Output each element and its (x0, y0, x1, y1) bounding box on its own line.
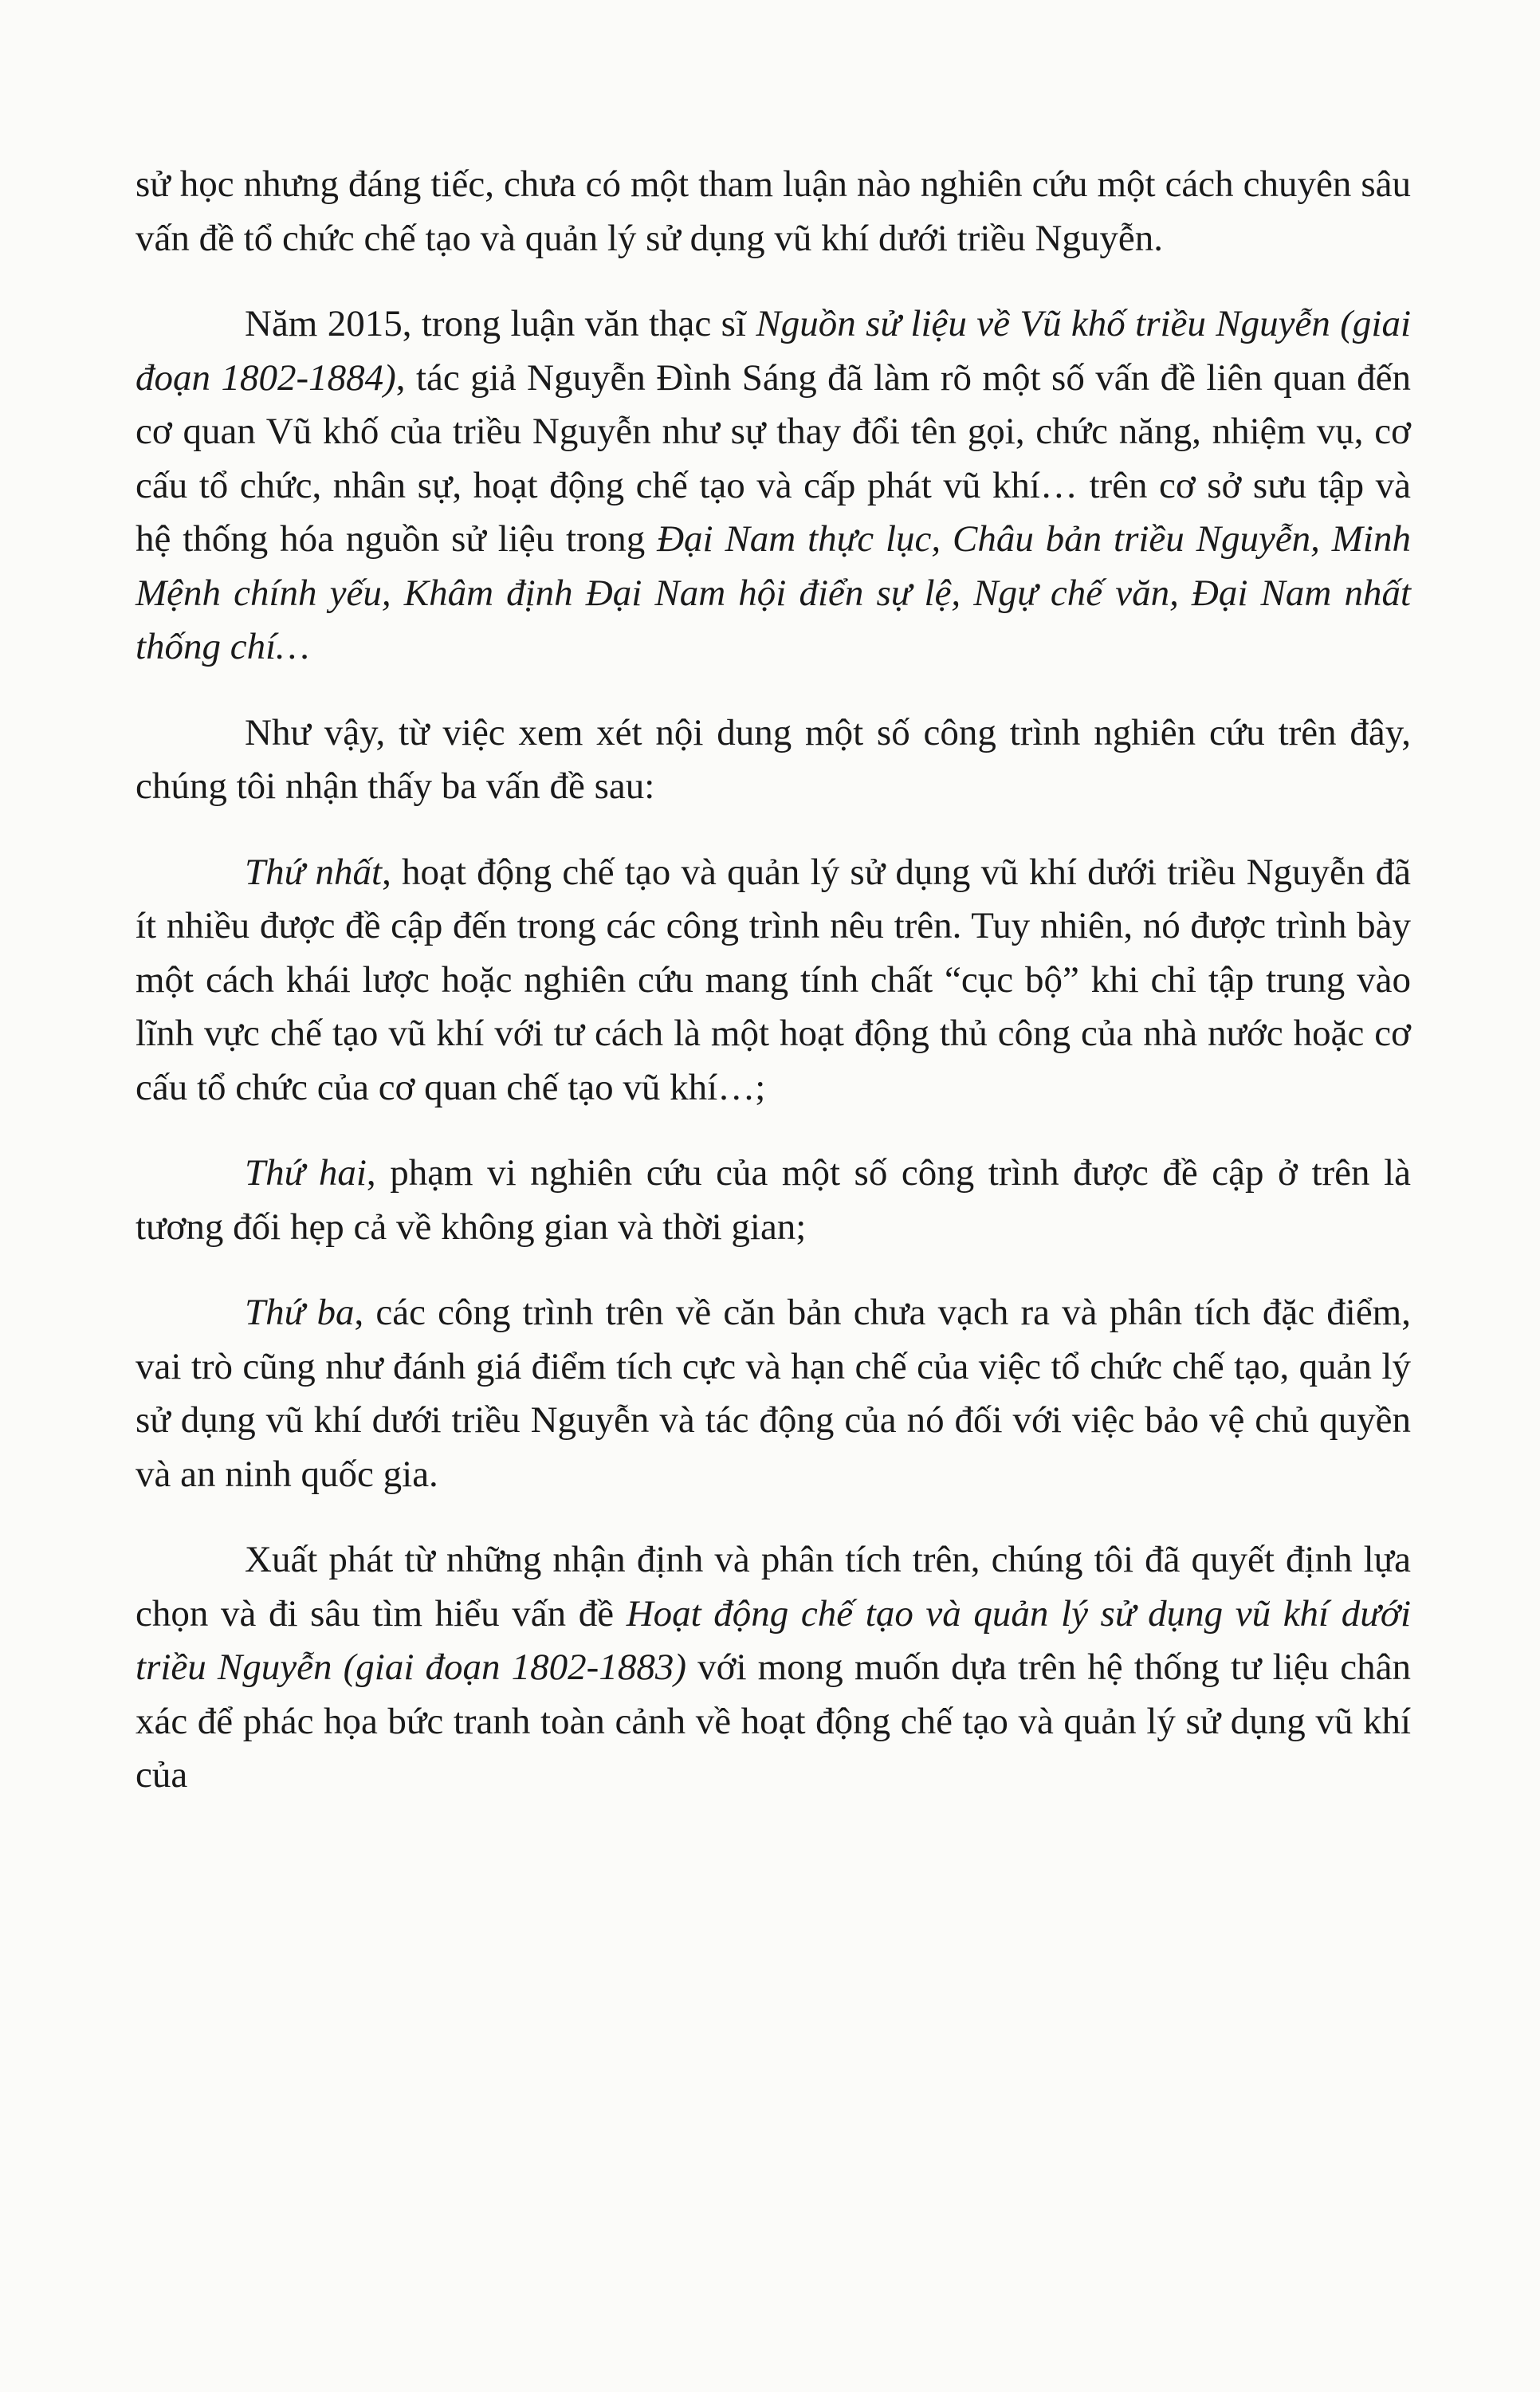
paragraph-5 (136, 1147, 1411, 1254)
italic-title: Nguồn sử liệu về Vũ khố triều Nguyễn (giai đoạn 1802-1884) (136, 303, 1411, 399)
italic-lead: Thứ hai (245, 1152, 367, 1194)
text-run: sử học nhưng đáng tiếc, chưa có một tham luận nào nghiên cứu một cách chuyên sâu vấn đề tổ chức chế tạo và quản lý sử dụng vũ khí dưới triều Nguyễn. (136, 163, 1411, 259)
paragraph-6 (136, 1286, 1411, 1501)
paragraph-3 (136, 706, 1411, 814)
text-run: Năm 2015, trong luận văn thạc sĩ (245, 303, 756, 344)
italic-topic-title: Hoạt động chế tạo và quản lý sử dụng vũ khí dưới triều Nguyễn (giai đoạn 1802-1883) (136, 1592, 1412, 1688)
italic-lead: Thứ nhất (245, 851, 383, 893)
text-run: Xuất phát từ những nhận định và phân tích trên, chúng tôi đã quyết định lựa chọn và đi sâu tìm hiểu vấn đề (136, 1539, 1411, 1635)
italic-source-list: Đại Nam thực lục, Châu bản triều Nguyễn, Minh Mệnh chính yếu, Khâm định Đại Nam hội điển sự lệ, Ngự chế văn, Đại Nam nhất thống chí… (136, 518, 1411, 667)
italic-lead: Thứ ba (245, 1292, 355, 1333)
paragraph-1 (136, 158, 1411, 266)
text-run: , tác giả Nguyễn Đình Sáng đã làm rõ một số vấn đề liên quan đến cơ quan Vũ khố của triều Nguyễn như sự thay đổi tên gọi, chức năng, nhiệm vụ, cơ cấu tổ chức, nhân sự, hoạt động chế tạo và cấp phát vũ khí… trên cơ sở sưu tập và hệ thống hóa nguồn sử liệu trong (136, 356, 1411, 560)
text-run: Như vậy, từ việc xem xét nội dung một số công trình nghiên cứu trên đây, chúng tôi nhận thấy ba vấn đề sau: (136, 711, 1411, 807)
text-run: , các công trình trên về căn bản chưa vạch ra và phân tích đặc điểm, vai trò cũng như đánh giá điểm tích cực và hạn chế của việc tổ chức chế tạo, quản lý sử dụng vũ khí dưới triều Nguyễn và tác động của nó đối với việc bảo vệ chủ quyền và an ninh quốc gia. (136, 1292, 1411, 1495)
paragraph-2 (136, 297, 1411, 675)
paragraph-4 (136, 846, 1411, 1115)
text-run: với mong muốn dựa trên hệ thống tư liệu chân xác để phác họa bức tranh toàn cảnh về hoạt động chế tạo và quản lý sử dụng vũ khí của (136, 1646, 1411, 1796)
text-run: , phạm vi nghiên cứu của một số công trình được đề cập ở trên là tương đối hẹp cả về không gian và thời gian; (136, 1152, 1411, 1248)
text-run: , hoạt động chế tạo và quản lý sử dụng vũ khí dưới triều Nguyễn đã ít nhiều được đề cập đến trong các công trình nêu trên. Tuy nhiên, nó được trình bày một cách khái lược hoặc nghiên cứu mang tính chất “cục bộ” khi chỉ tập trung vào lĩnh vực chế tạo vũ khí với tư cách là một hoạt động thủ công của nhà nước hoặc cơ cấu tổ chức của cơ quan chế tạo vũ khí…; (136, 851, 1411, 1108)
paragraph-7 (136, 1533, 1411, 1803)
page-body (136, 158, 1411, 1803)
